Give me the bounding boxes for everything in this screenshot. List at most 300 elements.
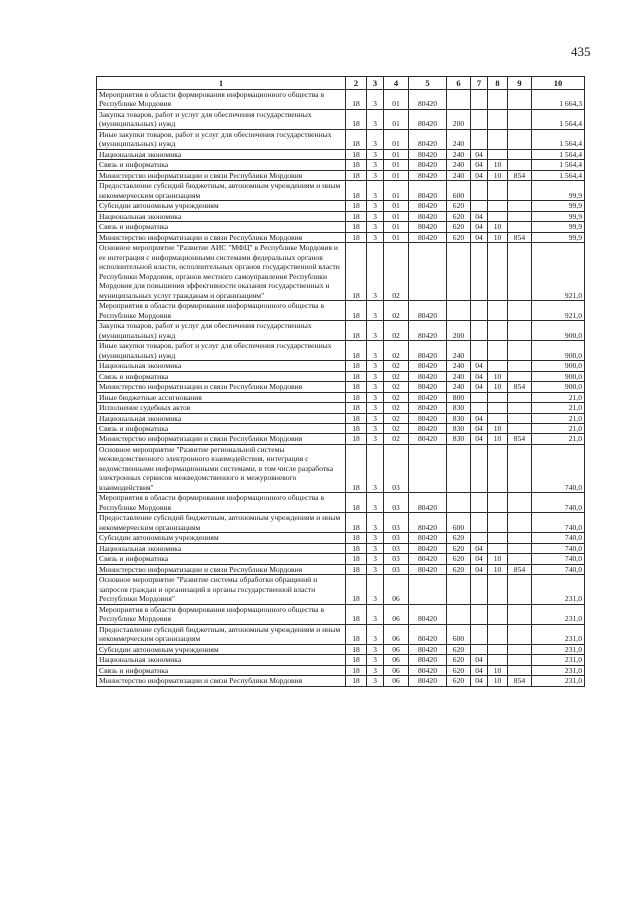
cell-amount: 99,9 xyxy=(532,232,585,242)
table-row xyxy=(97,243,585,301)
table-row xyxy=(97,564,585,574)
cell-code-7: 04 xyxy=(471,149,488,159)
cell-code-5 xyxy=(409,575,447,604)
cell-code-7: 04 xyxy=(471,554,488,564)
cell-code-7 xyxy=(471,624,488,644)
cell-code-3: 3 xyxy=(367,513,384,533)
cell-code-9: 854 xyxy=(508,676,532,686)
cell-code-4: 02 xyxy=(384,423,409,433)
cell-code-5: 80420 xyxy=(409,341,447,361)
cell-code-3: 3 xyxy=(367,211,384,221)
cell-code-7 xyxy=(471,109,488,129)
table-row xyxy=(97,392,585,402)
cell-code-4: 01 xyxy=(384,222,409,232)
cell-code-4: 01 xyxy=(384,109,409,129)
cell-code-6: 600 xyxy=(447,624,471,644)
cell-amount: 740,0 xyxy=(532,533,585,543)
cell-code-8 xyxy=(488,624,508,644)
cell-code-9 xyxy=(508,513,532,533)
cell-code-5: 80420 xyxy=(409,361,447,371)
cell-code-9 xyxy=(508,665,532,675)
cell-code-3: 3 xyxy=(367,382,384,392)
cell-code-4: 02 xyxy=(384,341,409,361)
table-row xyxy=(97,513,585,533)
cell-code-9: 854 xyxy=(508,382,532,392)
cell-code-2: 18 xyxy=(346,665,367,675)
cell-code-3: 3 xyxy=(367,533,384,543)
cell-code-9 xyxy=(508,554,532,564)
table-row xyxy=(97,232,585,242)
cell-code-9 xyxy=(508,90,532,110)
cell-code-3: 3 xyxy=(367,575,384,604)
cell-code-7 xyxy=(471,129,488,149)
table-row xyxy=(97,543,585,553)
cell-code-3: 3 xyxy=(367,160,384,170)
cell-code-9: 854 xyxy=(508,434,532,444)
cell-code-9 xyxy=(508,604,532,624)
cell-code-5: 80420 xyxy=(409,413,447,423)
cell-amount: 21,0 xyxy=(532,423,585,433)
cell-code-9 xyxy=(508,341,532,361)
cell-code-7: 04 xyxy=(471,170,488,180)
cell-amount: 21,0 xyxy=(532,434,585,444)
cell-code-9 xyxy=(508,243,532,301)
col-header: 1 xyxy=(97,77,346,90)
cell-code-4: 06 xyxy=(384,604,409,624)
cell-code-6: 240 xyxy=(447,382,471,392)
cell-code-6 xyxy=(447,301,471,321)
cell-code-4: 03 xyxy=(384,554,409,564)
cell-code-7 xyxy=(471,201,488,211)
cell-code-7 xyxy=(471,604,488,624)
cell-code-2: 18 xyxy=(346,564,367,574)
cell-code-6: 620 xyxy=(447,564,471,574)
cell-code-7 xyxy=(471,444,488,492)
table-row xyxy=(97,149,585,159)
cell-code-8 xyxy=(488,149,508,159)
cell-code-5: 80420 xyxy=(409,543,447,553)
cell-code-6: 800 xyxy=(447,392,471,402)
cell-code-8 xyxy=(488,533,508,543)
cell-code-9 xyxy=(508,624,532,644)
cell-code-5: 80420 xyxy=(409,129,447,149)
cell-code-9 xyxy=(508,392,532,402)
cell-code-8 xyxy=(488,413,508,423)
cell-code-5: 80420 xyxy=(409,554,447,564)
cell-amount: 740,0 xyxy=(532,564,585,574)
cell-amount: 900,0 xyxy=(532,382,585,392)
table-row xyxy=(97,676,585,686)
cell-code-7: 04 xyxy=(471,382,488,392)
cell-code-4: 01 xyxy=(384,170,409,180)
cell-code-7: 04 xyxy=(471,361,488,371)
cell-code-3: 3 xyxy=(367,604,384,624)
cell-code-5: 80420 xyxy=(409,533,447,543)
cell-code-9 xyxy=(508,413,532,423)
cell-code-6 xyxy=(447,575,471,604)
cell-code-8: 10 xyxy=(488,222,508,232)
cell-code-2: 18 xyxy=(346,676,367,686)
cell-code-7: 04 xyxy=(471,423,488,433)
cell-code-4: 06 xyxy=(384,575,409,604)
cell-code-6 xyxy=(447,243,471,301)
cell-code-7: 04 xyxy=(471,564,488,574)
cell-code-7: 04 xyxy=(471,676,488,686)
cell-code-8: 10 xyxy=(488,665,508,675)
cell-code-5: 80420 xyxy=(409,301,447,321)
cell-code-9 xyxy=(508,301,532,321)
cell-code-7 xyxy=(471,321,488,341)
cell-amount: 921,0 xyxy=(532,243,585,301)
cell-amount: 900,0 xyxy=(532,361,585,371)
cell-code-3: 3 xyxy=(367,90,384,110)
cell-item-name: Субсидии автономным учреждениям xyxy=(97,644,346,654)
cell-code-6: 620 xyxy=(447,222,471,232)
cell-code-4: 06 xyxy=(384,665,409,675)
cell-code-2: 18 xyxy=(346,655,367,665)
table-row xyxy=(97,382,585,392)
cell-code-3: 3 xyxy=(367,444,384,492)
cell-code-4: 01 xyxy=(384,149,409,159)
cell-code-2: 18 xyxy=(346,170,367,180)
cell-item-name: Министерство информатизации и связи Республики Мордовия xyxy=(97,170,346,180)
cell-amount: 99,9 xyxy=(532,201,585,211)
cell-item-name: Основное мероприятие "Развитие системы обработки обращений и запросов граждан и организаций в органы государственной власти Республики Мордовия" xyxy=(97,575,346,604)
cell-item-name: Национальная экономика xyxy=(97,543,346,553)
cell-code-6: 620 xyxy=(447,665,471,675)
cell-item-name: Мероприятия в области формирования информационного общества в Республике Мордовия xyxy=(97,493,346,513)
cell-item-name: Министерство информатизации и связи Республики Мордовия xyxy=(97,434,346,444)
cell-code-9 xyxy=(508,423,532,433)
cell-code-4: 01 xyxy=(384,201,409,211)
cell-code-8 xyxy=(488,655,508,665)
col-header: 5 xyxy=(409,77,447,90)
cell-code-9: 854 xyxy=(508,564,532,574)
cell-code-4: 01 xyxy=(384,181,409,201)
cell-code-4: 02 xyxy=(384,321,409,341)
cell-code-8: 10 xyxy=(488,371,508,381)
cell-code-2: 18 xyxy=(346,624,367,644)
cell-code-6: 240 xyxy=(447,361,471,371)
cell-code-2: 18 xyxy=(346,543,367,553)
cell-code-7: 04 xyxy=(471,655,488,665)
cell-amount: 99,9 xyxy=(532,211,585,221)
cell-code-3: 3 xyxy=(367,301,384,321)
cell-code-6 xyxy=(447,493,471,513)
cell-code-5: 80420 xyxy=(409,211,447,221)
cell-code-3: 3 xyxy=(367,493,384,513)
col-header: 7 xyxy=(471,77,488,90)
cell-code-8 xyxy=(488,90,508,110)
cell-code-3: 3 xyxy=(367,129,384,149)
cell-code-2: 18 xyxy=(346,181,367,201)
cell-code-9 xyxy=(508,149,532,159)
cell-item-name: Мероприятия в области формирования информационного общества в Республике Мордовия xyxy=(97,301,346,321)
cell-code-7 xyxy=(471,181,488,201)
cell-code-3: 3 xyxy=(367,232,384,242)
cell-item-name: Министерство информатизации и связи Республики Мордовия xyxy=(97,676,346,686)
cell-code-2: 18 xyxy=(346,211,367,221)
cell-code-8: 10 xyxy=(488,232,508,242)
cell-code-4: 03 xyxy=(384,493,409,513)
cell-item-name: Связь и информатика xyxy=(97,665,346,675)
cell-code-9 xyxy=(508,222,532,232)
cell-code-9: 854 xyxy=(508,170,532,180)
cell-code-9 xyxy=(508,403,532,413)
cell-item-name: Иные закупки товаров, работ и услуг для обеспечения государственных (муниципальных) нужд xyxy=(97,341,346,361)
cell-code-5: 80420 xyxy=(409,90,447,110)
cell-code-6: 620 xyxy=(447,676,471,686)
cell-item-name: Национальная экономика xyxy=(97,149,346,159)
cell-code-4: 03 xyxy=(384,543,409,553)
cell-item-name: Связь и информатика xyxy=(97,554,346,564)
cell-code-5: 80420 xyxy=(409,665,447,675)
cell-code-2: 18 xyxy=(346,222,367,232)
cell-code-8: 10 xyxy=(488,676,508,686)
cell-code-2: 18 xyxy=(346,382,367,392)
cell-item-name: Национальная экономика xyxy=(97,211,346,221)
cell-amount: 231,0 xyxy=(532,604,585,624)
cell-code-3: 3 xyxy=(367,655,384,665)
cell-code-2: 18 xyxy=(346,129,367,149)
cell-code-5: 80420 xyxy=(409,160,447,170)
cell-item-name: Иные закупки товаров, работ и услуг для обеспечения государственных (муниципальных) нужд xyxy=(97,129,346,149)
cell-code-7 xyxy=(471,243,488,301)
cell-code-8 xyxy=(488,129,508,149)
cell-code-7 xyxy=(471,644,488,654)
cell-code-8 xyxy=(488,201,508,211)
col-header: 10 xyxy=(532,77,585,90)
cell-code-9 xyxy=(508,533,532,543)
cell-code-2: 18 xyxy=(346,403,367,413)
cell-code-7 xyxy=(471,341,488,361)
cell-item-name: Национальная экономика xyxy=(97,655,346,665)
cell-code-5: 80420 xyxy=(409,181,447,201)
cell-amount: 231,0 xyxy=(532,624,585,644)
cell-code-8 xyxy=(488,543,508,553)
cell-code-8 xyxy=(488,301,508,321)
cell-code-4: 06 xyxy=(384,655,409,665)
cell-code-2: 18 xyxy=(346,644,367,654)
cell-amount: 231,0 xyxy=(532,655,585,665)
cell-code-9: 854 xyxy=(508,232,532,242)
cell-code-7 xyxy=(471,575,488,604)
cell-item-name: Министерство информатизации и связи Республики Мордовия xyxy=(97,564,346,574)
cell-code-5: 80420 xyxy=(409,564,447,574)
cell-amount: 231,0 xyxy=(532,575,585,604)
cell-code-5: 80420 xyxy=(409,676,447,686)
cell-code-5: 80420 xyxy=(409,392,447,402)
cell-code-5: 80420 xyxy=(409,109,447,129)
cell-code-3: 3 xyxy=(367,243,384,301)
table-row xyxy=(97,655,585,665)
cell-code-3: 3 xyxy=(367,361,384,371)
cell-code-7 xyxy=(471,513,488,533)
cell-amount: 921,0 xyxy=(532,301,585,321)
table-row xyxy=(97,341,585,361)
cell-code-6: 620 xyxy=(447,655,471,665)
table-row xyxy=(97,90,585,110)
cell-code-3: 3 xyxy=(367,341,384,361)
cell-amount: 1 564,4 xyxy=(532,129,585,149)
cell-item-name: Связь и информатика xyxy=(97,371,346,381)
budget-table xyxy=(96,76,585,687)
cell-code-4: 02 xyxy=(384,361,409,371)
cell-code-5: 80420 xyxy=(409,434,447,444)
cell-code-4: 02 xyxy=(384,243,409,301)
table-row xyxy=(97,321,585,341)
cell-item-name: Связь и информатика xyxy=(97,160,346,170)
cell-amount: 900,0 xyxy=(532,371,585,381)
cell-item-name: Предоставление субсидий бюджетным, автономным учреждениям и иным некоммерческим организациям xyxy=(97,624,346,644)
cell-code-9 xyxy=(508,181,532,201)
cell-code-7: 04 xyxy=(471,211,488,221)
table-row xyxy=(97,201,585,211)
cell-code-5: 80420 xyxy=(409,232,447,242)
cell-code-7: 04 xyxy=(471,434,488,444)
cell-code-4: 03 xyxy=(384,444,409,492)
cell-code-8 xyxy=(488,181,508,201)
cell-code-7 xyxy=(471,392,488,402)
cell-code-2: 18 xyxy=(346,413,367,423)
cell-code-2: 18 xyxy=(346,434,367,444)
cell-code-6: 240 xyxy=(447,149,471,159)
cell-code-4: 06 xyxy=(384,624,409,644)
cell-code-8 xyxy=(488,211,508,221)
cell-code-7 xyxy=(471,90,488,110)
cell-amount: 231,0 xyxy=(532,665,585,675)
cell-code-8: 10 xyxy=(488,423,508,433)
cell-amount: 1 564,4 xyxy=(532,109,585,129)
cell-code-8: 10 xyxy=(488,554,508,564)
cell-amount: 740,0 xyxy=(532,543,585,553)
cell-code-6: 620 xyxy=(447,232,471,242)
cell-code-8: 10 xyxy=(488,160,508,170)
cell-code-8 xyxy=(488,392,508,402)
cell-code-7: 04 xyxy=(471,222,488,232)
cell-item-name: Национальная экономика xyxy=(97,361,346,371)
cell-code-8 xyxy=(488,321,508,341)
cell-code-2: 18 xyxy=(346,341,367,361)
table-row xyxy=(97,533,585,543)
table-row xyxy=(97,211,585,221)
cell-amount: 231,0 xyxy=(532,676,585,686)
table-row xyxy=(97,403,585,413)
cell-code-9 xyxy=(508,129,532,149)
cell-code-7: 04 xyxy=(471,232,488,242)
cell-code-7: 04 xyxy=(471,160,488,170)
table-row xyxy=(97,493,585,513)
table-row xyxy=(97,301,585,321)
cell-code-6: 600 xyxy=(447,513,471,533)
cell-code-2: 18 xyxy=(346,392,367,402)
cell-code-8 xyxy=(488,109,508,129)
cell-item-name: Министерство информатизации и связи Республики Мордовия xyxy=(97,382,346,392)
cell-code-2: 18 xyxy=(346,243,367,301)
cell-code-2: 18 xyxy=(346,444,367,492)
cell-code-2: 18 xyxy=(346,493,367,513)
cell-code-9 xyxy=(508,493,532,513)
cell-amount: 1 564,4 xyxy=(532,170,585,180)
cell-code-5: 80420 xyxy=(409,423,447,433)
table-row xyxy=(97,444,585,492)
cell-code-7: 04 xyxy=(471,371,488,381)
col-header: 3 xyxy=(367,77,384,90)
cell-code-2: 18 xyxy=(346,232,367,242)
cell-item-name: Основное мероприятие "Развитие АИС "МФЦ" в Республике Мордовия и ее интеграция с информационными системами федеральных органов исполнительной власти, исполнительных органов государственной власти Республики Мордовия, органов местного самоуправления Республики Мордовия для повышения эффективности оказания государственных и муниципальных услуг гражданам и организациям" xyxy=(97,243,346,301)
cell-code-8: 10 xyxy=(488,382,508,392)
cell-item-name: Министерство информатизации и связи Республики Мордовия xyxy=(97,232,346,242)
cell-code-2: 18 xyxy=(346,109,367,129)
cell-code-6: 240 xyxy=(447,170,471,180)
cell-code-4: 02 xyxy=(384,301,409,321)
cell-code-5: 80420 xyxy=(409,624,447,644)
cell-code-3: 3 xyxy=(367,371,384,381)
cell-code-9 xyxy=(508,543,532,553)
cell-code-6: 830 xyxy=(447,403,471,413)
cell-code-2: 18 xyxy=(346,321,367,341)
cell-code-7 xyxy=(471,403,488,413)
cell-amount: 99,9 xyxy=(532,222,585,232)
cell-code-4: 06 xyxy=(384,644,409,654)
cell-item-name: Закупка товаров, работ и услуг для обеспечения государственных (муниципальных) нужд xyxy=(97,321,346,341)
cell-item-name: Предоставление субсидий бюджетным, автономным учреждениям и иным некоммерческим организациям xyxy=(97,181,346,201)
cell-code-5: 80420 xyxy=(409,222,447,232)
cell-amount: 21,0 xyxy=(532,392,585,402)
cell-code-3: 3 xyxy=(367,392,384,402)
cell-code-8 xyxy=(488,604,508,624)
cell-code-2: 18 xyxy=(346,575,367,604)
cell-amount: 900,0 xyxy=(532,341,585,361)
cell-code-5: 80420 xyxy=(409,604,447,624)
cell-code-8 xyxy=(488,243,508,301)
table-row xyxy=(97,575,585,604)
cell-code-6: 620 xyxy=(447,644,471,654)
cell-code-4: 02 xyxy=(384,434,409,444)
cell-code-6: 200 xyxy=(447,321,471,341)
table-row xyxy=(97,665,585,675)
cell-code-5: 80420 xyxy=(409,201,447,211)
cell-code-7 xyxy=(471,493,488,513)
cell-code-4: 02 xyxy=(384,413,409,423)
cell-amount: 99,9 xyxy=(532,181,585,201)
cell-code-4: 06 xyxy=(384,676,409,686)
cell-code-9 xyxy=(508,655,532,665)
table-row xyxy=(97,170,585,180)
cell-code-6: 620 xyxy=(447,543,471,553)
cell-amount: 740,0 xyxy=(532,444,585,492)
cell-code-8 xyxy=(488,403,508,413)
cell-code-6: 240 xyxy=(447,129,471,149)
cell-code-3: 3 xyxy=(367,181,384,201)
table-row xyxy=(97,554,585,564)
cell-code-6 xyxy=(447,90,471,110)
cell-code-4: 01 xyxy=(384,160,409,170)
cell-code-9 xyxy=(508,575,532,604)
cell-code-3: 3 xyxy=(367,170,384,180)
cell-code-9 xyxy=(508,160,532,170)
cell-code-2: 18 xyxy=(346,361,367,371)
cell-code-6: 620 xyxy=(447,211,471,221)
cell-amount: 1 564,4 xyxy=(532,160,585,170)
col-header: 2 xyxy=(346,77,367,90)
cell-code-6: 830 xyxy=(447,413,471,423)
cell-amount: 1 664,3 xyxy=(532,90,585,110)
cell-code-5: 80420 xyxy=(409,493,447,513)
cell-code-4: 01 xyxy=(384,211,409,221)
cell-item-name: Субсидии автономным учреждениям xyxy=(97,533,346,543)
cell-code-3: 3 xyxy=(367,434,384,444)
